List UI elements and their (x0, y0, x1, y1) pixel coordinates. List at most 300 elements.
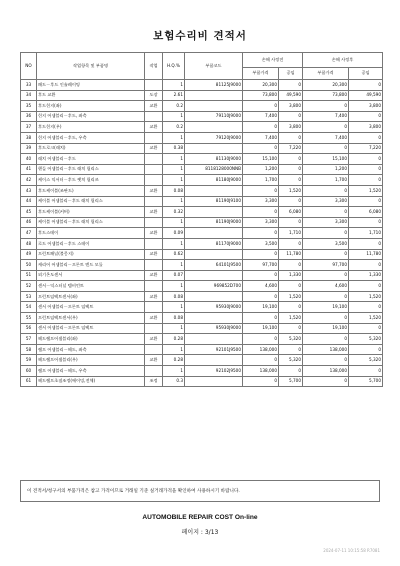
row-name: 후드힌지(우) (37, 122, 145, 133)
row-hq: 0.32 (163, 207, 185, 218)
row-name: 센서 어셈블리－프론트 임팩트 (37, 323, 145, 334)
row-before-price: 3,500 (243, 238, 279, 249)
row-after-labor: 0 (349, 217, 383, 228)
row-after-labor: 0 (349, 154, 383, 165)
row-after-labor: 49,590 (349, 90, 383, 101)
row-code (185, 291, 243, 302)
header-before: 손해 사정전 (243, 53, 303, 68)
row-after-price: 1,200 (303, 164, 349, 175)
row-after-price: 3,300 (303, 196, 349, 207)
row-before-labor: 0 (279, 132, 303, 143)
row-before-price: 1,700 (243, 175, 279, 186)
row-work: 교환 (145, 185, 163, 196)
row-code (185, 122, 243, 133)
row-name: 로드 어셈블리－후드 스테이 (37, 238, 145, 249)
row-work: 조정 (145, 376, 163, 387)
row-work (145, 260, 163, 271)
row-code (185, 101, 243, 112)
table-row (21, 207, 383, 218)
header-name: 작업항목 및 부품명 (37, 53, 145, 80)
row-no: 59 (21, 355, 37, 366)
row-after-price: 15,100 (303, 154, 349, 165)
row-before-price: 138,000 (243, 366, 279, 377)
row-no: 56 (21, 323, 37, 334)
row-hq: 0.09 (163, 228, 185, 239)
row-work: 교환 (145, 291, 163, 302)
row-name: 핸들 어셈블리－후드 래치 릴리스 (37, 164, 145, 175)
row-no: 44 (21, 196, 37, 207)
row-before-labor: 7,220 (279, 143, 303, 154)
price-notice: 이 견적서/청구서의 부품가격은 참고 가격이므로 거래일 기준 실거래가격을 확인하여 사용하시기 바랍니다. (20, 480, 380, 502)
row-no: 39 (21, 143, 37, 154)
row-work (145, 344, 163, 355)
table-row (21, 164, 383, 175)
row-before-price: 1,200 (243, 164, 279, 175)
row-name: 센서－익스터널 템비언트 (37, 281, 145, 292)
row-code: 92102J9500 (185, 366, 243, 377)
table-row (21, 175, 383, 186)
row-code: 64101J9500 (185, 260, 243, 271)
row-name: 램프 어셈블리－헤드, 우측 (37, 366, 145, 377)
row-after-labor: 0 (349, 302, 383, 313)
row-work: 교환 (145, 334, 163, 345)
row-code: 81190J9000 (185, 217, 243, 228)
row-hq: 0.28 (163, 355, 185, 366)
row-after-price: 0 (303, 270, 349, 281)
header-code: 부품코드 (185, 53, 243, 80)
row-before-price: 7,400 (243, 132, 279, 143)
row-no: 45 (21, 207, 37, 218)
row-before-price: 0 (243, 228, 279, 239)
row-no: 57 (21, 334, 37, 345)
row-name: 헤드램프초점조정(에이밍,전체) (37, 376, 145, 387)
table-row (21, 260, 383, 271)
row-after-price: 19,100 (303, 323, 349, 334)
row-after-labor: 0 (349, 111, 383, 122)
row-before-labor: 49,590 (279, 90, 303, 101)
header-after-labor: 공임 (349, 68, 383, 80)
row-name: 후드케이블(조판드) (37, 185, 145, 196)
row-before-price: 3,300 (243, 196, 279, 207)
table-row (21, 355, 383, 366)
row-work (145, 111, 163, 122)
row-after-labor: 0 (349, 344, 383, 355)
row-no: 61 (21, 376, 37, 387)
table-row (21, 90, 383, 101)
row-after-price: 97,700 (303, 260, 349, 271)
row-before-labor: 0 (279, 196, 303, 207)
table-row (21, 323, 383, 334)
row-after-labor: 3,800 (349, 122, 383, 133)
row-code: 81190J9100 (185, 196, 243, 207)
row-work (145, 302, 163, 313)
row-hq: 0.28 (163, 334, 185, 345)
row-name: 헤드램프어셈블리(우) (37, 355, 145, 366)
row-hq: 1 (163, 217, 185, 228)
row-before-labor: 1,520 (279, 185, 303, 196)
estimate-table (20, 52, 383, 387)
row-after-price: 0 (303, 334, 349, 345)
table-row (21, 281, 383, 292)
table-row (21, 366, 383, 377)
row-work (145, 366, 163, 377)
row-hq: 1 (163, 175, 185, 186)
row-before-price: 19,100 (243, 302, 279, 313)
row-after-price: 138,000 (303, 344, 349, 355)
row-before-price: 20,300 (243, 80, 279, 91)
row-hq: 1 (163, 323, 185, 334)
footer-brand: AUTOMOBILE REPAIR COST On-line (142, 514, 258, 521)
row-after-price: 0 (303, 122, 349, 133)
row-name: 센서 어셈블리－프론트 임팩트 (37, 302, 145, 313)
row-work (145, 323, 163, 334)
row-hq: 0.08 (163, 313, 185, 324)
row-hq: 1 (163, 154, 185, 165)
row-after-price: 0 (303, 228, 349, 239)
row-after-labor: 0 (349, 175, 383, 186)
table-row (21, 270, 383, 281)
header-hqx: H.Q.% (163, 53, 185, 80)
row-work: 교환 (145, 355, 163, 366)
row-code: 81130J9000 (185, 154, 243, 165)
row-before-labor: 0 (279, 154, 303, 165)
row-no: 35 (21, 101, 37, 112)
row-work (145, 132, 163, 143)
table-row (21, 80, 383, 91)
row-after-price: 20,300 (303, 80, 349, 91)
row-after-labor: 1,710 (349, 228, 383, 239)
row-no: 46 (21, 217, 37, 228)
row-before-price: 0 (243, 376, 279, 387)
row-before-labor: 0 (279, 281, 303, 292)
document-title: 보험수리비 견적서 (153, 30, 247, 42)
row-before-labor: 6,080 (279, 207, 303, 218)
row-before-labor: 0 (279, 302, 303, 313)
table-row (21, 344, 383, 355)
row-code: 79120J9000 (185, 132, 243, 143)
row-hq: 1 (163, 111, 185, 122)
row-code: 81170J9000 (185, 238, 243, 249)
row-before-price: 138,000 (243, 344, 279, 355)
row-hq: 0.2 (163, 101, 185, 112)
page-number: 페이지 : 3/13 (181, 529, 219, 536)
row-before-price: 0 (243, 334, 279, 345)
row-code (185, 207, 243, 218)
header-before-price: 부품가격 (243, 68, 279, 80)
row-after-labor: 1,520 (349, 185, 383, 196)
row-name: 후드케이블(커버) (37, 207, 145, 218)
row-hq: 2.61 (163, 90, 185, 101)
row-code (185, 270, 243, 281)
row-after-labor: 1,520 (349, 313, 383, 324)
row-work (145, 196, 163, 207)
table-row (21, 228, 383, 239)
row-before-price: 0 (243, 122, 279, 133)
row-no: 50 (21, 260, 37, 271)
row-after-labor: 0 (349, 164, 383, 175)
row-after-price: 0 (303, 207, 349, 218)
row-after-labor: 5,320 (349, 355, 383, 366)
table-row (21, 101, 383, 112)
row-after-labor: 0 (349, 260, 383, 271)
row-hq: 1 (163, 281, 185, 292)
row-before-labor: 5,320 (279, 334, 303, 345)
table-row (21, 217, 383, 228)
row-before-labor: 0 (279, 217, 303, 228)
row-hq: 1 (163, 132, 185, 143)
row-work: 교환 (145, 143, 163, 154)
row-no: 54 (21, 302, 37, 313)
row-after-price: 3,500 (303, 238, 349, 249)
table-row (21, 185, 383, 196)
row-before-price: 97,700 (243, 260, 279, 271)
row-work (145, 164, 163, 175)
row-name: 프런트임팩트센서(좌) (37, 291, 145, 302)
row-no: 42 (21, 175, 37, 186)
row-work (145, 80, 163, 91)
row-hq: 1 (163, 238, 185, 249)
row-after-price: 0 (303, 185, 349, 196)
row-hq: 0.62 (163, 249, 185, 260)
table-row (21, 111, 383, 122)
row-name: 프런트임팩트센서(우) (37, 313, 145, 324)
row-before-price: 0 (243, 185, 279, 196)
row-no: 55 (21, 313, 37, 324)
row-work: 교환 (145, 228, 163, 239)
table-body (21, 80, 383, 387)
row-after-labor: 5,700 (349, 376, 383, 387)
row-hq: 1 (163, 260, 185, 271)
row-no: 33 (21, 80, 37, 91)
table-row (21, 376, 383, 387)
row-code (185, 228, 243, 239)
row-after-price: 0 (303, 355, 349, 366)
row-name: 램프 어셈블리－헤드, 좌측 (37, 344, 145, 355)
row-before-price: 3,300 (243, 217, 279, 228)
row-after-price: 73,800 (303, 90, 349, 101)
row-no: 40 (21, 154, 37, 165)
row-name: 후드로크(래치) (37, 143, 145, 154)
row-before-labor: 5,320 (279, 355, 303, 366)
row-after-price: 0 (303, 143, 349, 154)
table-row (21, 334, 383, 345)
row-name: 프런트패널(볼몽지) (37, 249, 145, 260)
row-code (185, 90, 243, 101)
row-name: 캐리어 어셈블리－프론트 엔드 모듈 (37, 260, 145, 271)
row-code (185, 249, 243, 260)
row-after-price: 19,100 (303, 302, 349, 313)
table-row (21, 196, 383, 207)
row-before-price: 0 (243, 270, 279, 281)
row-after-price: 0 (303, 249, 349, 260)
row-before-price: 73,800 (243, 90, 279, 101)
row-after-labor: 5,320 (349, 334, 383, 345)
row-before-labor: 0 (279, 238, 303, 249)
row-name: 후드힌지(좌) (37, 101, 145, 112)
row-code: 95930J9000 (185, 323, 243, 334)
row-hq: 1 (163, 302, 185, 313)
row-before-price: 0 (243, 291, 279, 302)
row-work: 교환 (145, 122, 163, 133)
header-before-labor: 공임 (279, 68, 303, 80)
row-no: 37 (21, 122, 37, 133)
row-code: 8118128000NNB (185, 164, 243, 175)
row-before-price: 0 (243, 101, 279, 112)
row-after-price: 4,600 (303, 281, 349, 292)
row-no: 43 (21, 185, 37, 196)
row-no: 58 (21, 344, 37, 355)
row-after-price: 3,300 (303, 217, 349, 228)
row-no: 53 (21, 291, 37, 302)
row-name: 케이블 어셈블리－후드 래치 릴리스 (37, 217, 145, 228)
row-work (145, 154, 163, 165)
row-after-labor: 11,780 (349, 249, 383, 260)
table-row (21, 291, 383, 302)
row-name: 래치 어셈블리－후드 (37, 154, 145, 165)
row-after-labor: 6,080 (349, 207, 383, 218)
row-name: 후드스테이 (37, 228, 145, 239)
row-before-price: 19,100 (243, 323, 279, 334)
row-after-labor: 0 (349, 323, 383, 334)
row-before-price: 4,600 (243, 281, 279, 292)
row-before-labor: 11,780 (279, 249, 303, 260)
row-after-labor: 0 (349, 281, 383, 292)
row-before-labor: 1,710 (279, 228, 303, 239)
row-hq: 0.08 (163, 291, 185, 302)
row-after-labor: 0 (349, 132, 383, 143)
row-after-labor: 0 (349, 366, 383, 377)
row-before-price: 0 (243, 143, 279, 154)
row-hq: 1 (163, 164, 185, 175)
row-before-labor: 0 (279, 366, 303, 377)
row-no: 48 (21, 238, 37, 249)
row-after-price: 0 (303, 101, 349, 112)
row-after-labor: 0 (349, 80, 383, 91)
row-after-price: 0 (303, 376, 349, 387)
row-no: 41 (21, 164, 37, 175)
row-no: 47 (21, 228, 37, 239)
row-code (185, 334, 243, 345)
table-row (21, 313, 383, 324)
row-hq: 1 (163, 80, 185, 91)
row-hq: 0.3 (163, 376, 185, 387)
row-no: 34 (21, 90, 37, 101)
table-row (21, 143, 383, 154)
table-row (21, 122, 383, 133)
table-row (21, 154, 383, 165)
row-work: 도장 (145, 90, 163, 101)
row-before-price: 7,400 (243, 111, 279, 122)
row-after-labor: 3,800 (349, 101, 383, 112)
row-code: 81125J9000 (185, 80, 243, 91)
row-work: 교환 (145, 313, 163, 324)
row-after-price: 138,000 (303, 366, 349, 377)
row-code (185, 313, 243, 324)
row-hq: 1 (163, 366, 185, 377)
row-after-price: 7,400 (303, 132, 349, 143)
row-before-price: 0 (243, 249, 279, 260)
row-hq: 1 (163, 344, 185, 355)
row-hq: 0.38 (163, 143, 185, 154)
header-no: NO (21, 53, 37, 80)
row-name: 헤드램프어셈블리(좌) (37, 334, 145, 345)
row-name: 외기온도센서 (37, 270, 145, 281)
print-stamp: 2024-07-11 10:15:58 R7081 (323, 548, 380, 553)
row-after-price: 0 (303, 291, 349, 302)
row-work (145, 238, 163, 249)
row-work: 교환 (145, 207, 163, 218)
row-before-price: 15,100 (243, 154, 279, 165)
row-no: 60 (21, 366, 37, 377)
row-work: 교환 (145, 249, 163, 260)
row-before-labor: 0 (279, 323, 303, 334)
table-row (21, 132, 383, 143)
row-code: 969852D700 (185, 281, 243, 292)
row-name: 케이스 익서터－후드 랫치 릴리즈 (37, 175, 145, 186)
row-code: 92101J9500 (185, 344, 243, 355)
row-before-labor: 0 (279, 164, 303, 175)
table-row (21, 302, 383, 313)
row-code (185, 185, 243, 196)
row-name: 후드 교환 (37, 90, 145, 101)
row-after-price: 0 (303, 313, 349, 324)
row-before-labor: 0 (279, 260, 303, 271)
row-no: 38 (21, 132, 37, 143)
row-before-labor: 1,520 (279, 313, 303, 324)
row-code: 79110J9000 (185, 111, 243, 122)
row-code: 81180J9000 (185, 175, 243, 186)
row-work (145, 281, 163, 292)
row-before-labor: 1,520 (279, 291, 303, 302)
row-no: 49 (21, 249, 37, 260)
row-code: 95930J9000 (185, 302, 243, 313)
row-code (185, 355, 243, 366)
row-no: 51 (21, 270, 37, 281)
row-after-labor: 0 (349, 196, 383, 207)
row-hq: 1 (163, 196, 185, 207)
row-before-labor: 3,800 (279, 122, 303, 133)
row-before-labor: 0 (279, 111, 303, 122)
row-code (185, 143, 243, 154)
row-before-labor: 1,330 (279, 270, 303, 281)
table-header (21, 53, 383, 80)
row-no: 52 (21, 281, 37, 292)
row-no: 36 (21, 111, 37, 122)
table-row (21, 249, 383, 260)
row-name: 힌지 어셈블리－후드, 좌측 (37, 111, 145, 122)
row-name: 패드－후드 인슐레이팅 (37, 80, 145, 91)
row-after-labor: 1,520 (349, 291, 383, 302)
row-before-labor: 5,700 (279, 376, 303, 387)
row-after-price: 1,700 (303, 175, 349, 186)
row-after-price: 7,400 (303, 111, 349, 122)
row-after-labor: 0 (349, 238, 383, 249)
header-after: 손해 사정후 (303, 53, 383, 68)
row-work: 교환 (145, 101, 163, 112)
row-before-price: 0 (243, 207, 279, 218)
row-before-labor: 3,800 (279, 101, 303, 112)
row-name: 케이블 어셈블리－후드 래치 릴리스 (37, 196, 145, 207)
header-work: 작업 (145, 53, 163, 80)
row-before-labor: 0 (279, 344, 303, 355)
row-code (185, 376, 243, 387)
header-after-price: 부품가격 (303, 68, 349, 80)
row-hq: 0.2 (163, 122, 185, 133)
row-hq: 0.07 (163, 270, 185, 281)
row-before-price: 0 (243, 355, 279, 366)
row-name: 힌지 어셈블리－후드, 우측 (37, 132, 145, 143)
table-row (21, 238, 383, 249)
